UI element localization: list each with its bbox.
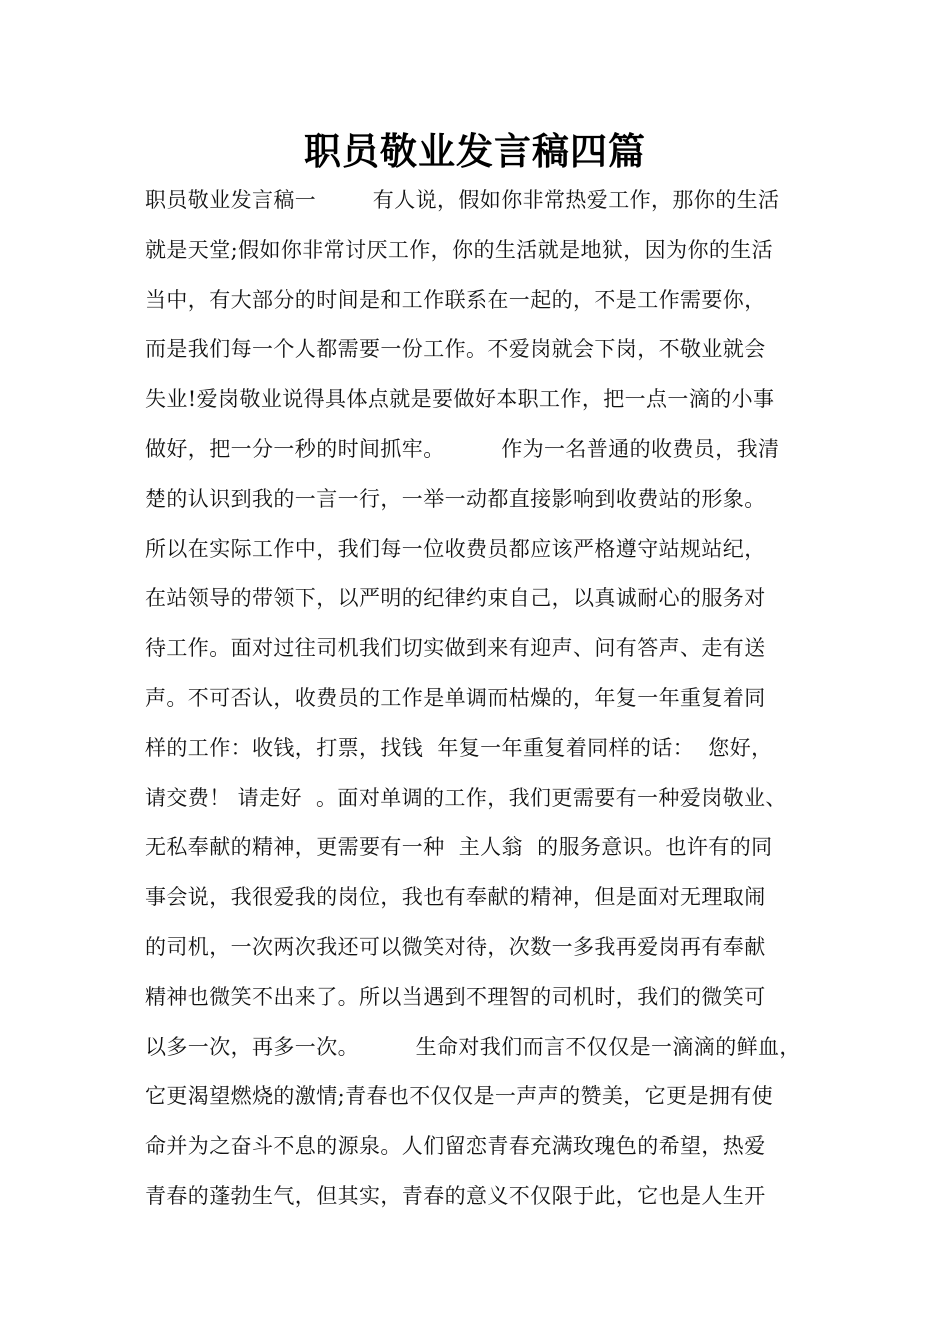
body-line: 的司机，一次两次我还可以微笑对待，次数一多我再爱岗再有奉献	[145, 934, 766, 959]
body-line: 样的工作：收钱，打票，找钱 年复一年重复着同样的话： 您好，	[145, 735, 773, 760]
body-line: 请交费！ 请走好 。面对单调的工作，我们更需要有一种爱岗敬业、	[145, 785, 787, 810]
body-line: 它更渴望燃烧的激情;青春也不仅仅是一声声的赞美，它更是拥有使	[145, 1084, 774, 1109]
body-line: 所以在实际工作中，我们每一位收费员都应该严格遵守站规站纪，	[145, 536, 766, 561]
document-title: 职员敬业发言稿四篇	[304, 130, 646, 173]
body-line: 楚的认识到我的一言一行，一举一动都直接影响到收费站的形象。	[145, 486, 766, 511]
body-line: 做好，把一分一秒的时间抓牢。 作为一名普通的收费员，我清	[145, 436, 780, 461]
body-line: 事会说，我很爱我的岗位，我也有奉献的精神，但是面对无理取闹	[145, 885, 766, 910]
body-line: 精神也微笑不出来了。所以当遇到不理智的司机时，我们的微笑可	[145, 984, 766, 1009]
body-line: 无私奉献的精神，更需要有一种 主人翁 的服务意识。也许有的同	[145, 835, 773, 860]
document-body	[145, 180, 825, 1226]
body-line: 当中，有大部分的时间是和工作联系在一起的，不是工作需要你，	[145, 287, 766, 312]
body-line: 以多一次，再多一次。 生命对我们而言不仅仅是一滴滴的鲜血，	[145, 1034, 801, 1059]
body-line: 青春的蓬勃生气，但其实，青春的意义不仅限于此，它也是人生开	[145, 1183, 766, 1208]
body-line: 在站领导的带领下，以严明的纪律约束自己，以真诚耐心的服务对	[145, 586, 766, 611]
body-line: 声。不可否认，收费员的工作是单调而枯燥的，年复一年重复着同	[145, 685, 766, 710]
body-line: 命并为之奋斗不息的源泉。人们留恋青春充满玫瑰色的希望，热爱	[145, 1134, 766, 1159]
body-line: 而是我们每一个人都需要一份工作。不爱岗就会下岗，不敬业就会	[145, 337, 766, 362]
body-line: 待工作。面对过往司机我们切实做到来有迎声、问有答声、走有送	[145, 636, 766, 661]
body-line: 失业!爱岗敬业说得具体点就是要做好本职工作，把一点一滴的小事	[145, 387, 775, 412]
body-line: 就是天堂;假如你非常讨厌工作，你的生活就是地狱，因为你的生活	[145, 237, 774, 262]
body-line: 职员敬业发言稿一 有人说，假如你非常热爱工作，那你的生活	[145, 188, 780, 212]
